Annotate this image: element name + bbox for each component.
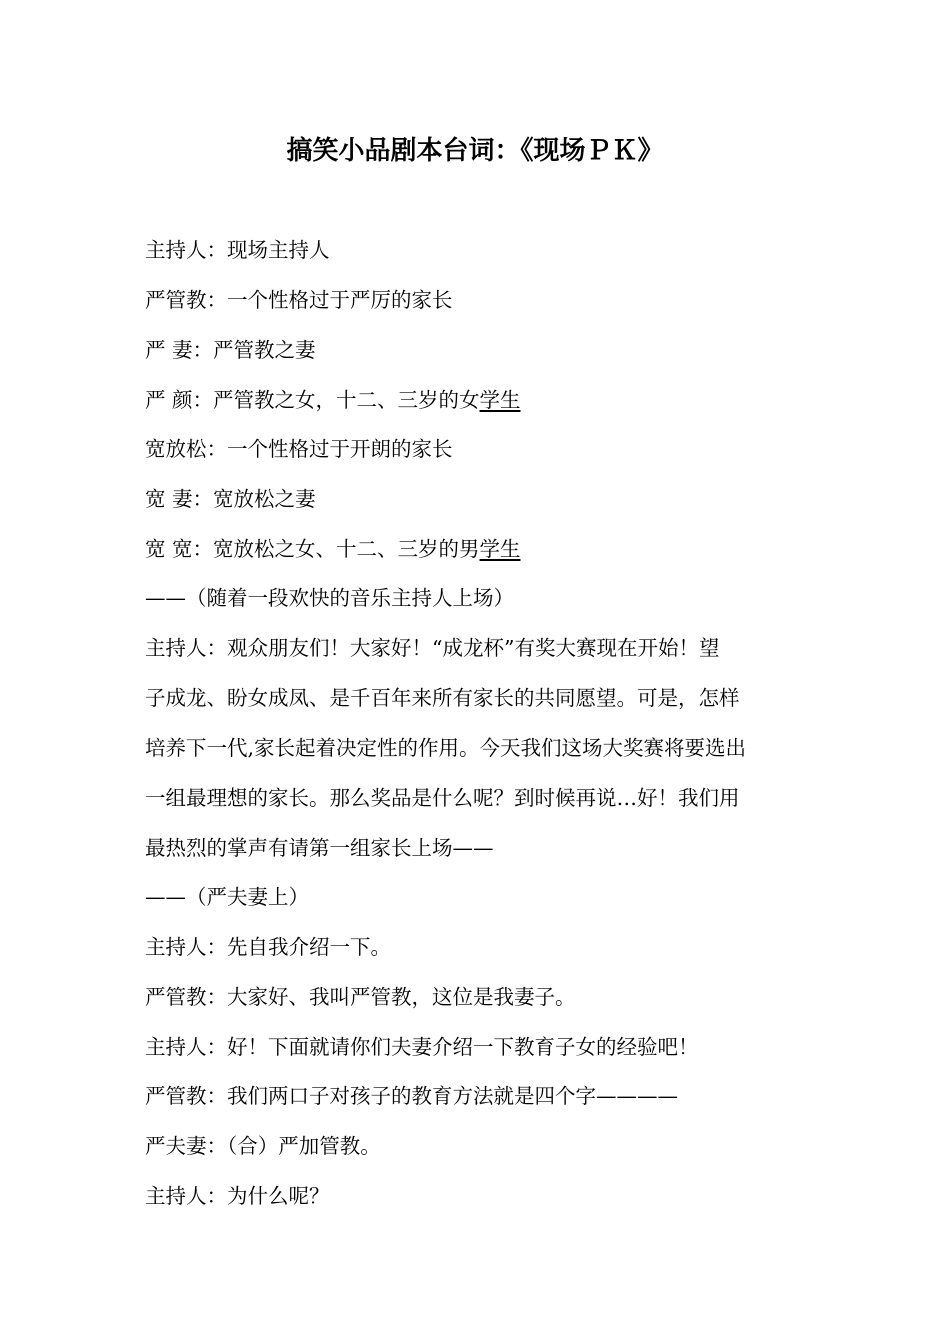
dialogue-line: 主持人：先自我介绍一下。 [145, 935, 391, 959]
stage-direction: ——（随着一段欢快的音乐主持人上场） [145, 586, 514, 610]
cast-line: 主持人：现场主持人 [145, 238, 330, 262]
dialogue-line: 严管教：我们两口子对孩子的教育方法就是四个字———— [145, 1084, 678, 1108]
cast-line: 严 妻：严管教之妻 [145, 338, 316, 362]
dialogue-line: 主持人：好！下面就请你们夫妻介绍一下教育子女的经验吧！ [145, 1035, 699, 1059]
host-speech [145, 623, 815, 873]
cast-line [145, 534, 815, 564]
cast-line-text: 严 颜：严管教之女，十二、三岁的女 [145, 388, 480, 412]
stage-direction: ——（严夫妻上） [145, 885, 309, 909]
speech-line: 一组最理想的家长。那么奖品是什么呢？到时候再说…好！我们用 [145, 786, 740, 810]
speech-line: 培养下一代,家长起着决定性的作用。今天我们这场大奖赛将要选出 [145, 736, 747, 760]
dialogue-line: 严管教：大家好、我叫严管教，这位是我妻子。 [145, 985, 576, 1009]
cast-line: 严管教：一个性格过于严厉的家长 [145, 288, 453, 312]
student-link[interactable]: 学生 [479, 388, 521, 412]
cast-line-text: 宽 宽：宽放松之女、十二、三岁的男 [145, 537, 480, 561]
student-link[interactable]: 学生 [479, 537, 521, 561]
cast-line: 宽 妻：宽放松之妻 [145, 487, 316, 511]
dialogue-line: 主持人：为什么呢？ [145, 1184, 330, 1208]
speech-line: 最热烈的掌声有请第一组家长上场—— [145, 836, 494, 860]
cast-line [145, 385, 815, 415]
speech-line: 主持人：观众朋友们！大家好！“成龙杯”有奖大赛现在开始！望 [145, 636, 720, 660]
speech-line: 子成龙、盼女成凤、是千百年来所有家长的共同愿望。可是，怎样 [145, 686, 740, 710]
cast-line: 宽放松：一个性格过于开朗的家长 [145, 437, 453, 461]
page-title: 搞笑小品剧本台词：《现场ＰＫ》 [286, 136, 664, 166]
dialogue-line: 严夫妻：（合）严加管教。 [145, 1134, 381, 1158]
